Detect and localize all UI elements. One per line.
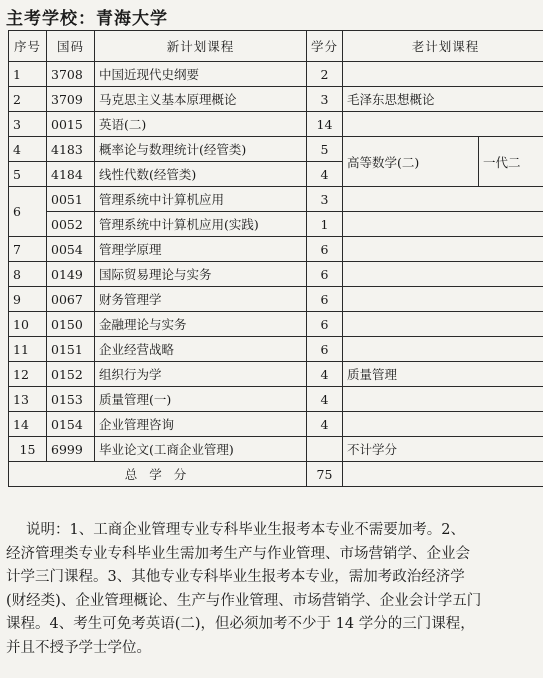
old-course-cell: [343, 287, 543, 312]
table-row: [9, 337, 543, 362]
course-name-cell: 企业管理咨询: [95, 412, 307, 437]
seq-cell: 10: [9, 312, 47, 337]
old-course-cell: 不计学分: [343, 437, 543, 462]
table-row: [9, 87, 543, 112]
code-cell: 4184: [47, 162, 95, 187]
table-header-row: [9, 31, 543, 62]
credit-cell: 4: [307, 362, 343, 387]
course-name-cell: 质量管理(一): [95, 387, 307, 412]
col-header-old-course: 老计划课程: [343, 31, 543, 62]
credit-cell: 2: [307, 62, 343, 87]
table-row: [9, 62, 543, 87]
note-line: 并且不授予学士学位。: [6, 639, 151, 656]
table-row: [9, 437, 543, 462]
old-course-cell: [343, 312, 543, 337]
code-cell: 0051: [47, 187, 95, 212]
old-course-cell-merged: 高等数学(二): [343, 137, 479, 187]
note-line: 说明：1、工商企业管理专业专科毕业生报考本专业不需要加考。2、: [26, 522, 465, 538]
code-cell: 0054: [47, 237, 95, 262]
old-course-cell: [343, 237, 543, 262]
table-row: [9, 237, 543, 262]
explanation-note: [6, 519, 538, 660]
credit-cell: 6: [307, 262, 343, 287]
seq-cell: 5: [9, 162, 47, 187]
old-course-cell: [343, 412, 543, 437]
old-course-cell: [343, 187, 543, 212]
seq-cell: 3: [9, 112, 47, 137]
course-name-cell: 组织行为学: [95, 362, 307, 387]
old-course-cell: [343, 212, 543, 237]
note-line: 课程。4、考生可免考英语(二)，但必须加考不少于 14 学分的三门课程，: [6, 616, 475, 632]
seq-cell: 12: [9, 362, 47, 387]
table-row: [9, 387, 543, 412]
table-row: [9, 212, 543, 237]
credit-cell: 3: [307, 87, 343, 112]
course-name-cell: 马克思主义基本原理概论: [95, 87, 307, 112]
total-label: 总 学 分: [9, 462, 307, 487]
table-row: [9, 112, 543, 137]
code-cell: 3709: [47, 87, 95, 112]
old-course-cell-merged-right: 一代二: [479, 137, 543, 187]
seq-cell: 1: [9, 62, 47, 87]
course-name-cell: 财务管理学: [95, 287, 307, 312]
course-name-cell: 企业经营战略: [95, 337, 307, 362]
course-name-cell: 管理系统中计算机应用: [95, 187, 307, 212]
col-header-credit: 学分: [307, 31, 343, 62]
note-line: (财经类)、企业管理概论、生产与作业管理、市场营销学、企业会计学五门: [6, 592, 482, 609]
table-row: [9, 412, 543, 437]
code-cell: 0154: [47, 412, 95, 437]
table-row: [9, 137, 543, 162]
seq-cell: 7: [9, 237, 47, 262]
total-old-cell: [343, 462, 543, 487]
code-cell: 0149: [47, 262, 95, 287]
course-name-cell: 英语(二): [95, 112, 307, 137]
seq-cell: 2: [9, 87, 47, 112]
course-name-cell: 管理学原理: [95, 237, 307, 262]
course-name-cell: 毕业论文(工商企业管理): [95, 437, 307, 462]
col-header-new-course: 新计划课程: [95, 31, 307, 62]
course-name-cell: 线性代数(经管类): [95, 162, 307, 187]
old-course-cell: 毛泽东思想概论: [343, 87, 543, 112]
table-row: [9, 262, 543, 287]
note-line: 计学三门课程。3、其他专业专科毕业生报考本专业，需加考政治经济学: [6, 569, 465, 585]
old-course-cell: [343, 337, 543, 362]
code-cell: 0153: [47, 387, 95, 412]
code-cell: 0152: [47, 362, 95, 387]
code-cell: 3708: [47, 62, 95, 87]
code-cell: 0052: [47, 212, 95, 237]
course-name-cell: 概率论与数理统计(经管类): [95, 137, 307, 162]
total-value: 75: [307, 462, 343, 487]
old-course-cell: [343, 112, 543, 137]
credit-cell: [307, 437, 343, 462]
code-cell: 0150: [47, 312, 95, 337]
seq-cell: 13: [9, 387, 47, 412]
page-header: 主考学校：青海大学: [6, 9, 168, 29]
code-cell: 6999: [47, 437, 95, 462]
seq-cell-merged: 6: [9, 187, 47, 237]
credit-cell: 5: [307, 137, 343, 162]
code-cell: 4183: [47, 137, 95, 162]
col-header-code: 国码: [47, 31, 95, 62]
seq-cell: 8: [9, 262, 47, 287]
course-name-cell: 中国近现代史纲要: [95, 62, 307, 87]
table-row: [9, 362, 543, 387]
table-row: [9, 287, 543, 312]
old-course-cell: [343, 262, 543, 287]
credit-cell: 14: [307, 112, 343, 137]
credit-cell: 6: [307, 237, 343, 262]
seq-cell: 4: [9, 137, 47, 162]
credit-cell: 3: [307, 187, 343, 212]
table-row: [9, 187, 543, 212]
old-course-cell: [343, 387, 543, 412]
credit-cell: 6: [307, 312, 343, 337]
course-name-cell: 管理系统中计算机应用(实践): [95, 212, 307, 237]
credit-cell: 4: [307, 162, 343, 187]
col-header-seq: 序号: [9, 31, 47, 62]
code-cell: 0151: [47, 337, 95, 362]
credit-cell: 6: [307, 287, 343, 312]
code-cell: 0067: [47, 287, 95, 312]
course-name-cell: 金融理论与实务: [95, 312, 307, 337]
seq-cell: 15: [9, 437, 47, 462]
credit-cell: 1: [307, 212, 343, 237]
note-line: 经济管理类专业专科毕业生需加考生产与作业管理、市场营销学、企业会: [6, 545, 470, 562]
total-row: [9, 462, 543, 487]
seq-cell: 14: [9, 412, 47, 437]
code-cell: 0015: [47, 112, 95, 137]
seq-cell: 11: [9, 337, 47, 362]
course-name-cell: 国际贸易理论与实务: [95, 262, 307, 287]
credit-cell: 6: [307, 337, 343, 362]
seq-cell: 9: [9, 287, 47, 312]
course-table: [8, 30, 543, 487]
table-row: [9, 312, 543, 337]
old-course-cell: 质量管理: [343, 362, 543, 387]
credit-cell: 4: [307, 412, 343, 437]
credit-cell: 4: [307, 387, 343, 412]
old-course-cell: [343, 62, 543, 87]
